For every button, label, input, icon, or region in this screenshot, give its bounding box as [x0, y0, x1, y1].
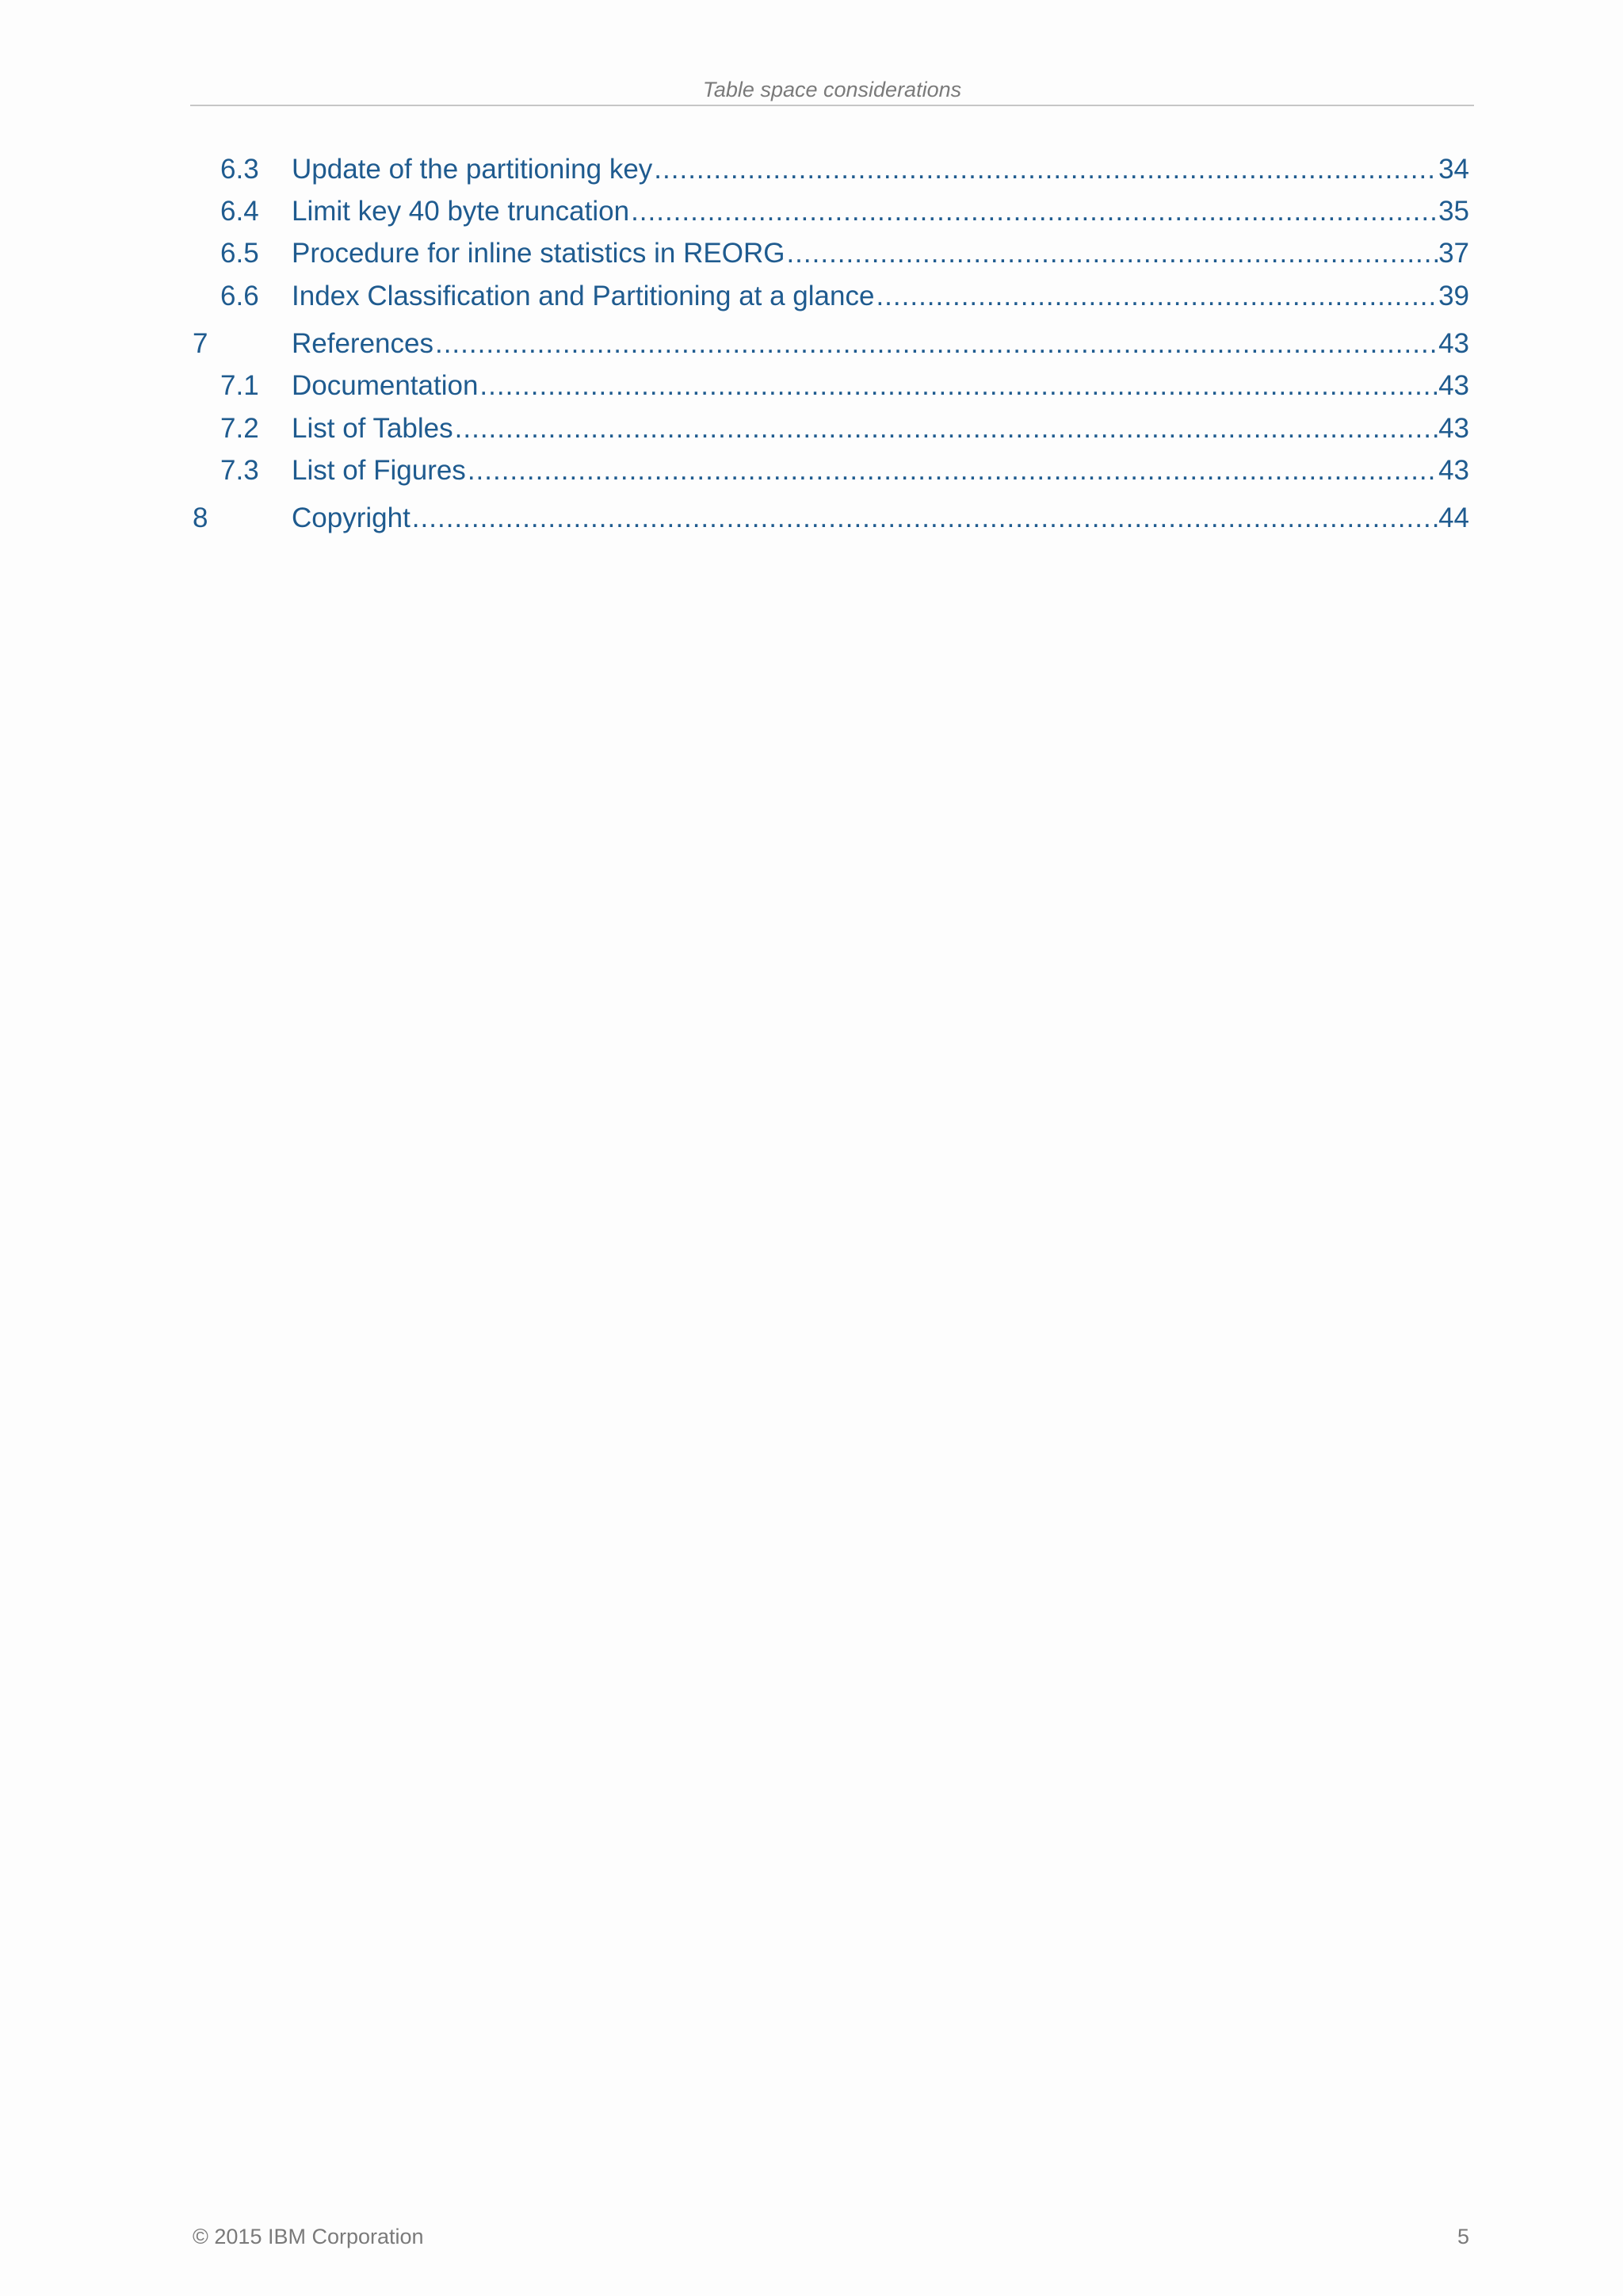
toc-entry-title[interactable]: Documentation	[292, 368, 478, 404]
toc-dot-leader	[466, 453, 1438, 489]
toc-entry-page[interactable]: 34	[1438, 154, 1469, 185]
toc-entry-number: 7.3	[220, 455, 259, 486]
toc-entry-number: 8	[193, 502, 208, 533]
toc-entry-title[interactable]: Limit key 40 byte truncation	[292, 193, 629, 230]
running-header: Table space considerations	[702, 78, 962, 101]
toc-entry-6-4[interactable]	[0, 193, 1623, 230]
toc-entry-page[interactable]: 37	[1438, 238, 1469, 269]
footer-page-number: 5	[1457, 2225, 1469, 2248]
toc-entry-7-2[interactable]	[0, 411, 1623, 447]
toc-entry-title[interactable]: References	[292, 326, 433, 362]
toc-dot-leader	[478, 368, 1438, 404]
toc-entry-number: 6.3	[220, 154, 259, 185]
toc-entry-page[interactable]: 43	[1438, 328, 1469, 359]
toc-entry-page[interactable]: 39	[1438, 281, 1469, 311]
toc-entry-6-3[interactable]	[0, 151, 1623, 188]
toc-entry-number: 6.4	[220, 196, 259, 227]
toc-entry-number: 7.2	[220, 413, 259, 444]
toc-entry-title[interactable]: List of Tables	[292, 411, 453, 447]
toc-entry-page[interactable]: 43	[1438, 455, 1469, 486]
toc-entry-page[interactable]: 44	[1438, 502, 1469, 533]
header-divider	[190, 105, 1474, 106]
toc-dot-leader	[785, 235, 1438, 272]
footer-copyright: © 2015 IBM Corporation	[193, 2225, 424, 2248]
toc-entry-8[interactable]	[0, 500, 1623, 537]
toc-dot-leader	[629, 193, 1438, 230]
toc-dot-leader	[411, 500, 1438, 537]
toc-entry-title[interactable]: Copyright	[292, 500, 411, 537]
toc-entry-page[interactable]: 43	[1438, 413, 1469, 444]
toc-entry-6-6[interactable]	[0, 278, 1623, 315]
toc-dot-leader	[453, 411, 1438, 447]
toc-entry-number: 7.1	[220, 370, 259, 401]
toc-entry-7[interactable]	[0, 326, 1623, 362]
toc-entry-title[interactable]: Update of the partitioning key	[292, 151, 652, 188]
toc-entry-7-3[interactable]	[0, 453, 1623, 489]
toc-entry-page[interactable]: 35	[1438, 196, 1469, 227]
toc-entry-number: 6.6	[220, 281, 259, 311]
toc-dot-leader	[874, 278, 1438, 315]
toc-entry-7-1[interactable]	[0, 368, 1623, 404]
toc-entry-number: 6.5	[220, 238, 259, 269]
toc-entry-title[interactable]: Index Classification and Partitioning at a glance	[292, 278, 874, 315]
toc-entry-6-5[interactable]	[0, 235, 1623, 272]
toc-dot-leader	[652, 151, 1438, 188]
toc-entry-number: 7	[193, 328, 208, 359]
toc-entry-title[interactable]: List of Figures	[292, 453, 466, 489]
toc-entry-title[interactable]: Procedure for inline statistics in REORG	[292, 235, 785, 272]
toc-dot-leader	[433, 326, 1438, 362]
toc-entry-page[interactable]: 43	[1438, 370, 1469, 401]
